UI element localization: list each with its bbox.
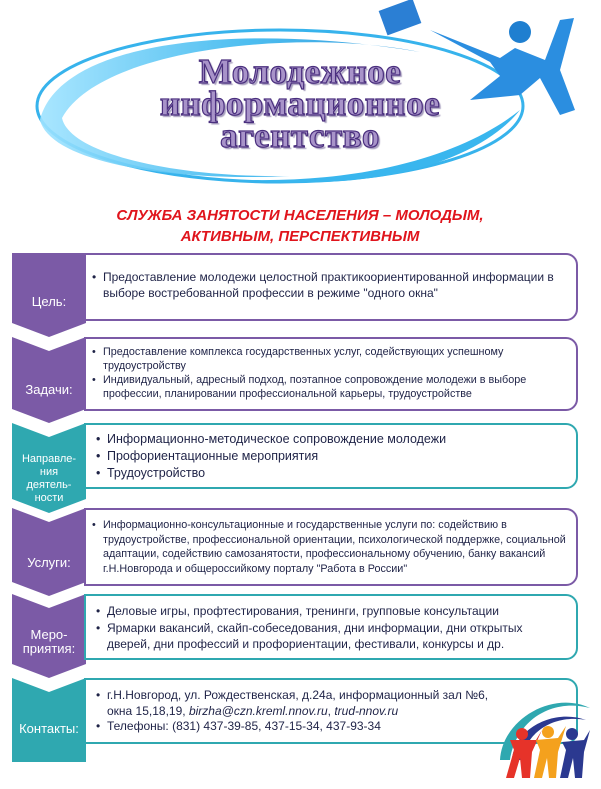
section-label-chevron <box>12 337 86 423</box>
section-label-chevron <box>12 678 86 762</box>
section-content-box <box>84 594 578 660</box>
contact-site[interactable]: trud-nnov.ru <box>334 703 399 718</box>
section-directions <box>0 423 601 503</box>
list-item: • Предоставление молодежи целостной практикоориентированной информации в выборе востребованной профессии в режиме "одного окна" <box>92 269 568 301</box>
section-label-chevron <box>12 508 86 596</box>
section-label: Направле- ния деятель- ности <box>21 453 77 504</box>
list-item: • Информационно-методическое сопровождение молодежи <box>96 431 568 448</box>
section-content-box <box>84 508 578 586</box>
section-label: Контакты: <box>19 721 79 736</box>
section-events <box>0 594 601 666</box>
contact-email[interactable]: birzha@czn.kreml.nnov.ru <box>188 703 328 718</box>
section-goal <box>0 253 601 325</box>
section-label-chevron <box>12 423 86 513</box>
section-services <box>0 508 601 588</box>
list-item: • Трудоустройство <box>96 465 568 482</box>
list-item: • г.Н.Новгород, ул. Рождественская, д.24а, информационный зал №6, окна 15,18,19, birzha@czn.kreml.nnov.ru, trud-nnov.ru <box>96 688 496 719</box>
section-label: Цель: <box>31 294 67 309</box>
section-label: Услуги: <box>27 555 71 570</box>
list-item: • Информационно-консультационные и государственные услуги по: содействию в трудоустройстве, профессиональной ориентации, психологической поддержке, социальной адаптации, содействию самозанятости, профессиональному обучению, банку вакансий г.Н.Новгорода и общероссийкому порталу "Работа в России" <box>92 518 568 576</box>
list-item: • Телефоны: (831) 437-39-85, 437-15-34, 437-93-34 <box>96 719 496 735</box>
section-label: Задачи: <box>25 382 73 397</box>
section-content-box <box>84 337 578 411</box>
list-item: • Ярмарки вакансий, скайп-собеседования, дни информации, дни открытых дверей, дни профессий и профориентации, фестивали, конкурсы и др. <box>96 620 568 653</box>
section-content-box <box>84 253 578 321</box>
section-label-chevron <box>12 253 86 337</box>
agency-logo-icon <box>492 690 594 782</box>
section-content-box <box>84 423 578 489</box>
slogan: СЛУЖБА ЗАНЯТОСТИ НАСЕЛЕНИЯ – МОЛОДЫМ, АКТИВНЫМ, ПЕРСПЕКТИВНЫМ <box>116 207 484 245</box>
section-label-chevron <box>12 594 86 678</box>
header <box>0 0 601 200</box>
section-tasks <box>0 337 601 415</box>
contact-address: г.Н.Новгород, ул. Рождественская, д.24а, информационный зал №6, окна 15,18,19, <box>107 688 489 718</box>
list-item: • Индивидуальный, адресный подход, поэтапное сопровождение молодежи в выборе профессии, планировании профессиональной карьеры, трудоустройстве <box>92 373 568 401</box>
section-label: Меро- приятия: <box>22 627 76 656</box>
list-item: • Деловые игры, профтестирования, тренинги, групповые консультации <box>96 603 568 620</box>
list-item: • Предоставление комплекса государственных услуг, содействующих успешному трудоустройству <box>92 345 568 373</box>
page-title: Молодежное информационное агентство <box>159 52 441 155</box>
list-item: • Профориентационные мероприятия <box>96 448 568 465</box>
